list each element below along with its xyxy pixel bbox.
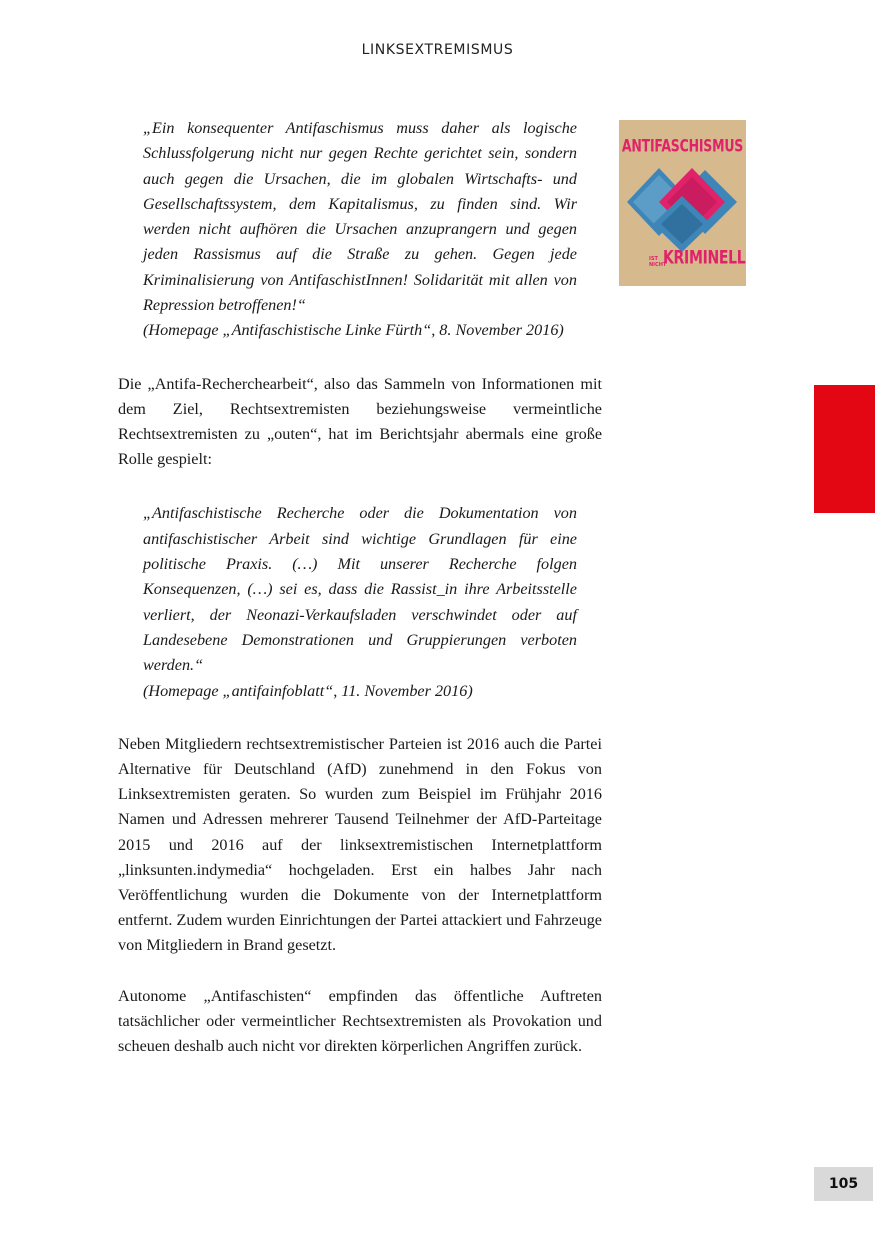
running-header: LINKSEXTREMISMUS [361,42,514,58]
poster-bottom-text: KRIMINELL [663,247,746,269]
paragraph-2: Neben Mitgliedern rechtsextremistischer Parteien ist 2016 auch die Partei Alternative für Deutschland (AfD) zunehmend in den Fokus von Linksextremisten geraten. So wurden zum Beispiel im Frühjahr 2016 Namen und Adressen mehrerer Tausend Teilnehmer der AfD-Parteitage 2015 und 2016 auf der linksextremistischen Internetplattform „linksunten.indymedia“ hochgeladen. Erst ein halbes Jahr nach Veröffentlichung wurden die Dokumente von der Internetplattform entfernt. Zudem wurden Einrichtungen der Partei attackiert und Fahrzeuge von Mitgliedern in Brand gesetzt. [118,734,602,955]
quote-1-source: (Homepage „Antifaschistische Linke Fürth“, 8. November 2016) [143,321,564,340]
blockquote-2 [143,501,577,703]
quote-2-text: „Antifaschistische Recherche oder die Dokumentation von antifaschistischer Arbeit sind wichtige Grundlagen für eine politische Praxis. (…) Mit unserer Recherche folgen Konsequenzen, (…) sei es, dass die Rassist_in ihre Arbeitsstelle verliert, der Neonazi-Verkaufsladen verschwindet oder auf Landesebene Demonstrationen und Gruppierungen verboten werden.“ [143,504,577,675]
main-text-column [118,116,602,1059]
chapter-marker-tab [814,385,875,513]
antifaschismus-poster-image [619,120,746,286]
poster-title: ANTIFASCHISMUS [621,135,744,156]
paragraph-3: Autonome „Antifaschisten“ empfinden das öffentliche Auftreten tatsächlicher oder vermeintlicher Rechtsextremisten als Provokation und scheuen deshalb auch nicht vor direkten körperlichen Angriffen zurück. [118,986,602,1056]
paragraph-1: Die „Antifa-Recherchearbeit“, also das Sammeln von Informationen mit dem Ziel, Rechtsextremisten beziehungsweise vermeintliche Rechtsextremisten zu „outen“, hat im Berichtsjahr abermals eine große Rolle gespielt: [118,374,602,469]
blockquote-1 [143,116,577,344]
quote-1-text: „Ein konsequenter Antifaschismus muss daher als logische Schlussfolgerung nicht nur gegen Rechte gerichtet sein, sondern auch gegen die Ursachen, die im globalen Wirtschafts- und Gesellschaftssystem, dem Kapitalismus, zu finden sind. Wir werden nicht aufhören die Ursachen anzuprangern und gegen jeden Rassismus auf die Straße zu gehen. Gegen jede Kriminalisierung von AntifaschistInnen! Solidarität mit allen von Repression betroffenen!“ [143,119,577,315]
poster-subtitle: IST NICHT [649,256,667,268]
page-number: 105 [814,1167,873,1201]
quote-2-source: (Homepage „antifainfoblatt“, 11. November 2016) [143,681,473,700]
